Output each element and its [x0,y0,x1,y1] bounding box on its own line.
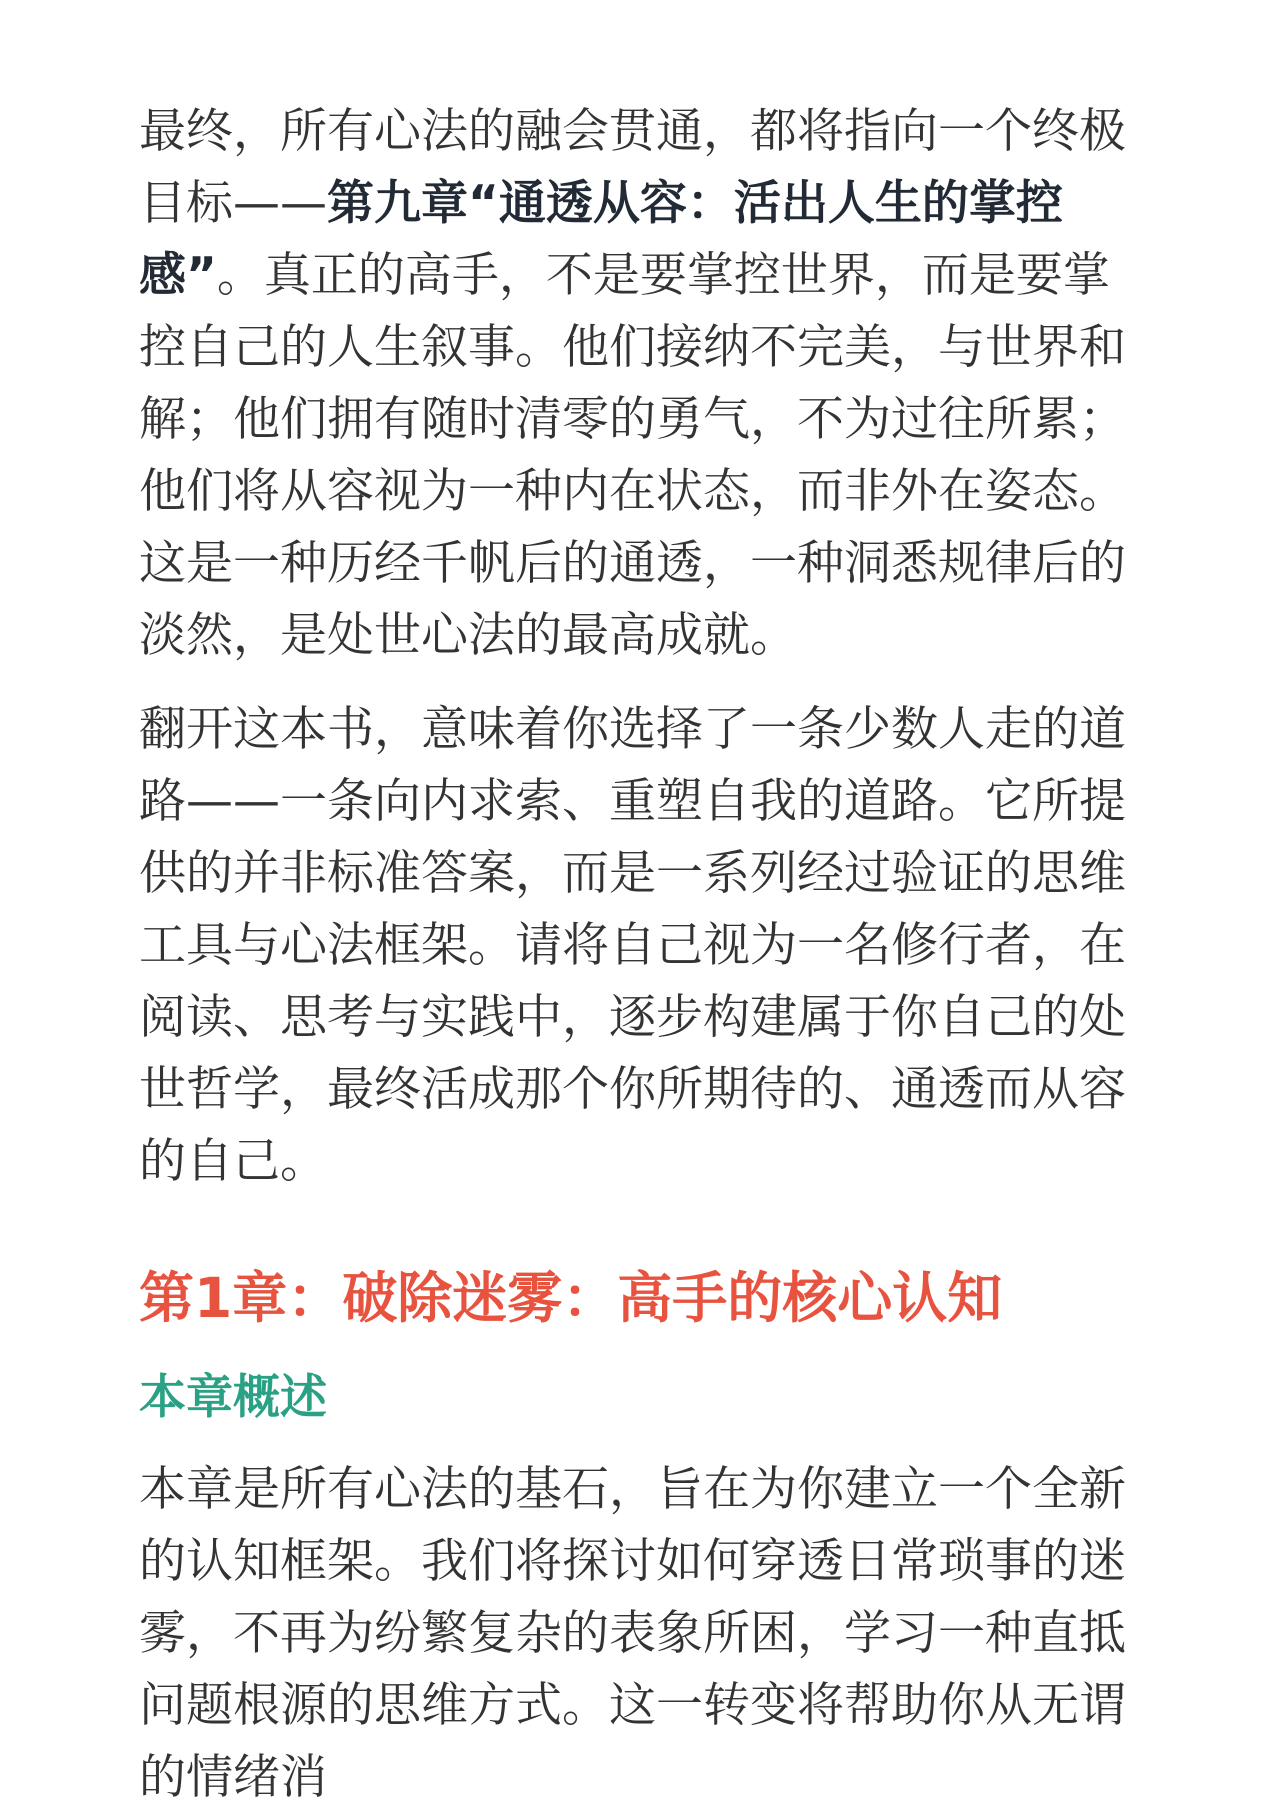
document-page [139,96,1139,1814]
intro-paragraph-1 [139,96,1139,672]
intro-paragraph-2: 翻开这本书，意味着你选择了一条少数人走的道路——一条向内求索、重塑自我的道路。它所提供的并非标准答案，而是一系列经过验证的思维工具与心法框架。请将自己视为一名修行者，在阅读、思考与实践中，逐步构建属于你自己的处世哲学，最终活成那个你所期待的、通透而从容的自己。 [139,702,1126,1189]
paragraph-1-lead-text: 最终，所有心法的融会贯通，都将指向一个终极目标—— [139,104,1126,231]
chapter-title: 第1章：破除迷雾：高手的核心认知 [139,1266,1003,1330]
paragraph-1-tail-text: 。真正的高手，不是要掌控世界，而是要掌控自己的人生叙事。他们接纳不完美，与世界和解；他们拥有随时清零的勇气，不为过往所累；他们将从容视为一种内在状态，而非外在姿态。这是一种历经千帆后的通透，一种洞悉规律后的淡然，是处世心法的最高成就。 [139,248,1126,663]
chapter-nine-reference: 第九章“通透从容：活出人生的掌控感” [139,176,1063,303]
section-title: 本章概述 [139,1370,327,1425]
section-body-paragraph: 本章是所有心法的基石，旨在为你建立一个全新的认知框架。我们将探讨如何穿透日常琐事的迷雾，不再为纷繁复杂的表象所困，学习一种直抵问题根源的思维方式。这一转变将帮助你从无谓的情绪消 [139,1462,1126,1805]
